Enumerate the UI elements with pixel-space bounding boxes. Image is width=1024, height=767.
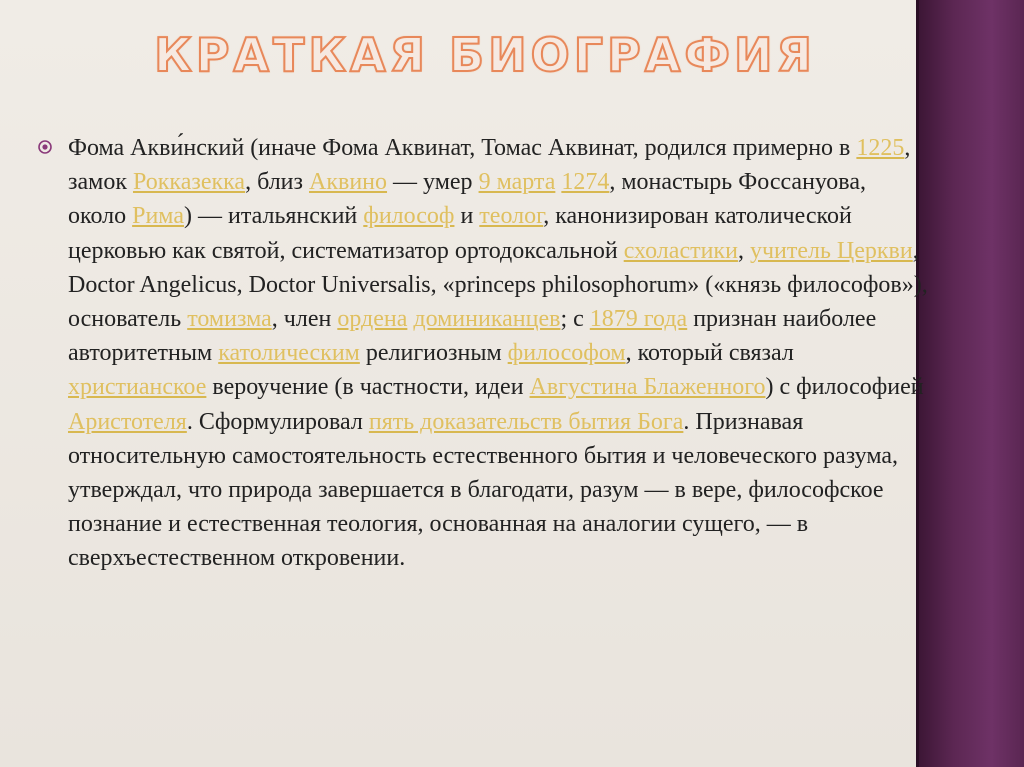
biography-paragraph (68, 131, 928, 576)
hyperlink[interactable]: Рокказекка (132, 169, 246, 196)
text-segment: Фома Акви́нский (иначе Фома Аквинат, Томас Аквинат, родился примерно в (68, 135, 857, 161)
hyperlink[interactable]: философ (363, 203, 455, 230)
text-segment: и (454, 203, 480, 230)
text-segment: , близ (245, 169, 310, 196)
hyperlink[interactable]: 1274 (561, 169, 610, 196)
hyperlink[interactable]: доминиканцев (413, 306, 561, 333)
hyperlink[interactable]: 9 марта (478, 169, 556, 196)
text-segment: , (737, 237, 750, 264)
text-segment: , член (271, 306, 338, 333)
text-segment: ) — итальянский (183, 203, 364, 230)
text-segment: признан наиболее авторитетным (68, 306, 877, 367)
text-segment: — умер (387, 169, 479, 196)
hyperlink[interactable]: Августина Блаженного (529, 374, 766, 401)
hyperlink[interactable]: 1879 года (589, 306, 688, 333)
hyperlink[interactable]: философом (507, 340, 626, 367)
text-segment: , канонизирован католической церковью как святой, систематизатор ортодоксальной (68, 203, 852, 264)
decorative-side-band (916, 0, 1024, 767)
hyperlink[interactable]: учитель Церкви (749, 237, 913, 264)
text-segment: религиозным (359, 340, 508, 367)
text-segment: ; с (560, 306, 590, 333)
text-segment: , монастырь Фоссануова, около (68, 169, 866, 230)
hyperlink[interactable]: Аристотеля (68, 408, 187, 435)
hyperlink[interactable]: ордена (337, 306, 408, 333)
hyperlink[interactable]: христианское (68, 374, 207, 401)
hyperlink[interactable]: Рима (132, 203, 184, 230)
text-segment: . Признавая относительную самостоятельность естественного бытия и человеческого разума, утверждал, что природа завершается в благодати, разум — в вере, философское познание и естественная теология, основанная на аналогии сущего, — в сверхъестественном откровении. (68, 408, 899, 572)
hyperlink[interactable]: пять доказательств бытия Бога (368, 408, 684, 435)
hyperlink[interactable]: томизма (187, 306, 272, 333)
hyperlink[interactable]: 1225 (856, 135, 905, 161)
text-segment: , Doctor Angelicus, Doctor Universalis, «princeps philosophorum» («князь философов»), основатель (68, 237, 928, 333)
bullet-icon (38, 140, 52, 154)
slide-title: КРАТКАЯ БИОГРАФИЯ (154, 28, 816, 82)
text-segment: . Сформулировал (186, 408, 369, 435)
text-segment: , замок (68, 135, 911, 196)
hyperlink[interactable]: теолог (479, 203, 544, 230)
text-segment: ) с философией (765, 374, 924, 401)
hyperlink[interactable]: католическим (218, 340, 360, 367)
hyperlink[interactable]: Аквино (309, 169, 388, 196)
hyperlink[interactable]: схоластики (623, 237, 738, 264)
text-segment: , который связал (625, 340, 794, 367)
text-segment: вероучение (в частности, идеи (206, 374, 530, 401)
